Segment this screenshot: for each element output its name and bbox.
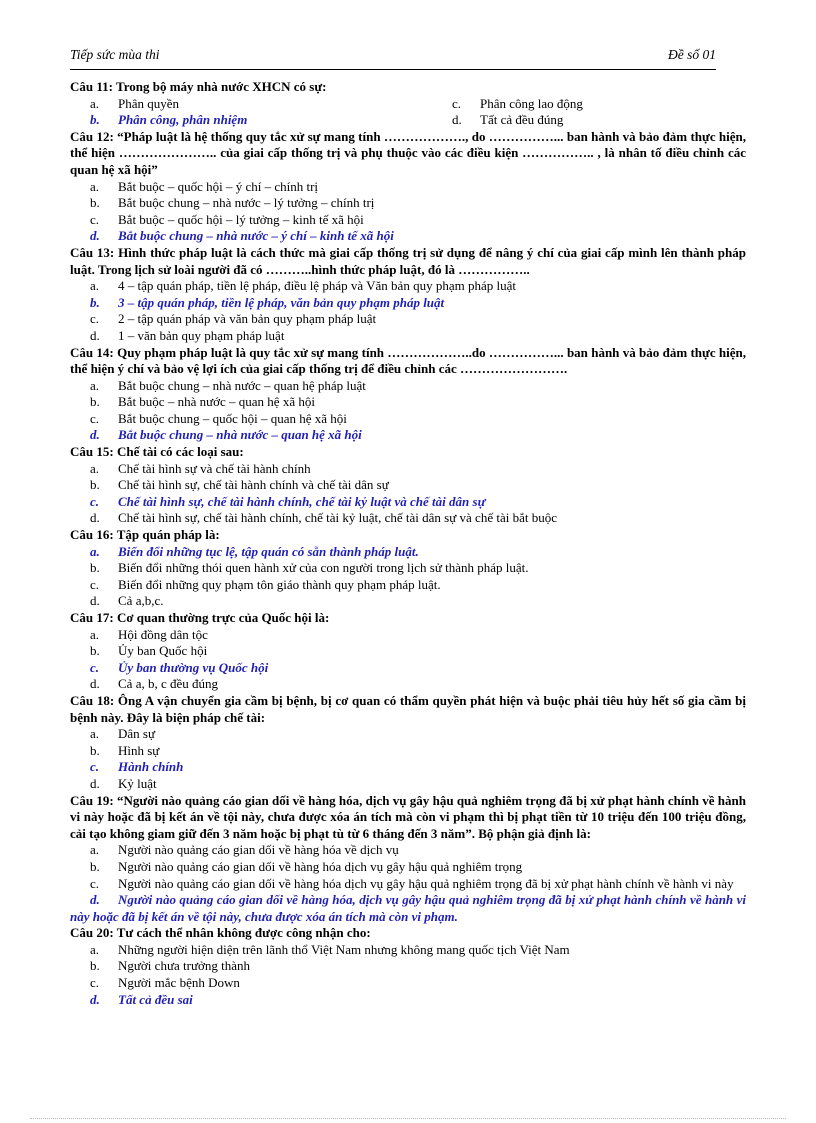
question-stem (70, 925, 746, 942)
page-header (70, 47, 716, 63)
option-text: Cả a,b,c. (118, 593, 164, 609)
option-letter: d. (452, 112, 462, 128)
option-text: Những người hiện diện trên lãnh thổ Việt Nam nhưng không mang quốc tịch Việt Nam (118, 941, 570, 957)
option-text: Kỷ luật (118, 775, 157, 791)
answer-option-correct (70, 660, 746, 677)
question-block (70, 693, 746, 793)
option-letter: b. (90, 477, 100, 493)
answer-option (70, 942, 746, 959)
option-letter: b. (90, 858, 100, 874)
option-letter: d. (90, 991, 100, 1007)
option-letter: b. (90, 742, 100, 758)
option-text: Bắt buộc chung – nhà nước – quan hệ xã hội (118, 427, 362, 443)
option-text: Hình sự (118, 742, 160, 758)
answer-option (70, 577, 746, 594)
option-letter: b. (90, 394, 100, 410)
question-stem (70, 693, 746, 726)
option-letter: c. (90, 659, 100, 675)
question-number: Câu 18: (70, 692, 115, 708)
option-letter: a. (90, 726, 100, 742)
question-text: Cơ quan thường trực của Quốc hội là: (116, 610, 330, 625)
option-letter: c. (90, 576, 100, 592)
option-text: Bắt buộc chung – nhà nước – ý chí – kinh tế xã hội (118, 228, 394, 244)
option-text: Tất cả đều sai (118, 991, 193, 1007)
option-text: Bắt buộc chung – nhà nước – quan hệ pháp luật (118, 377, 366, 393)
footer-rule (30, 1118, 786, 1119)
option-text: Bắt buộc chung – nhà nước – lý tưởng – chính trị (118, 195, 375, 211)
answer-option-correct (70, 544, 746, 561)
option-text: 4 – tập quán pháp, tiền lệ pháp, điều lệ pháp và Văn bản quy phạm pháp luật (118, 278, 516, 294)
option-letter: c. (452, 95, 462, 111)
answer-option (70, 96, 408, 113)
question-number: Câu 13: (70, 244, 115, 260)
option-letter: b. (90, 643, 100, 659)
question-stem (70, 610, 746, 627)
option-text: Bắt buộc – quốc hội – ý chí – chính trị (118, 178, 319, 194)
option-letter: a. (90, 278, 100, 294)
option-text: Người chưa trưởng thành (118, 958, 250, 974)
header-right: Đề số 01 (668, 47, 716, 62)
option-text: 3 – tập quán pháp, tiền lệ pháp, văn bản quy phạm pháp luật (118, 294, 445, 310)
option-text: Ủy ban thường vụ Quốc hội (118, 659, 269, 675)
header-left: Tiếp sức mùa thi (70, 47, 160, 62)
question-list (70, 79, 746, 1008)
answer-option (70, 195, 746, 212)
question-block (70, 793, 746, 926)
option-letter: d. (90, 510, 100, 526)
option-letter: d. (90, 228, 100, 244)
answer-option (70, 394, 746, 411)
option-text: Bắt buộc – nhà nước – quan hệ xã hội (118, 394, 315, 410)
option-letter: a. (90, 95, 100, 111)
question-stem (70, 345, 746, 378)
question-text: Trong bộ máy nhà nước XHCN có sự: (116, 79, 327, 94)
question-block (70, 79, 746, 129)
option-letter: a. (90, 460, 100, 476)
answer-option (70, 975, 746, 992)
option-text: Người nào quảng cáo gian dối về hàng hóa về dịch vụ (118, 842, 399, 858)
option-text: Người nào quảng cáo gian dối về hàng hóa dịch vụ gây hậu quả nghiêm trọng (118, 858, 523, 874)
answer-option (452, 96, 746, 113)
question-text: Tư cách thể nhân không được công nhận cho: (116, 925, 371, 941)
option-text: Người nào quảng cáo gian dối về hàng hóa, dịch vụ gây hậu quả nghiêm trọng đã bị xử phạt hành chính về hành vi này hoặc đã bị kết án về tội này, chưa được xóa án tích mà còn vi phạm. (70, 892, 746, 924)
option-letter: a. (90, 626, 100, 642)
option-letter: a. (90, 178, 100, 194)
option-letter: d. (90, 892, 100, 908)
option-text: Chế tài hình sự và chế tài hành chính (118, 460, 311, 476)
option-text: Chế tài hình sự, chế tài hành chính và chế tài dân sự (118, 477, 389, 493)
option-letter: a. (90, 543, 100, 559)
question-text: Hình thức pháp luật là cách thức mà giai cấp thống trị sử dụng để nâng ý chí của giai cấp mình lên thành pháp luật. Trong lịch sử loài người đã có ………..hình thức pháp luật, đó là …………….. (70, 244, 747, 277)
question-number: Câu 15: (70, 444, 114, 460)
question-text: Tập quán pháp là: (116, 527, 220, 543)
option-letter: a. (90, 941, 100, 957)
header-rule (70, 69, 716, 70)
question-stem (70, 79, 746, 96)
option-letter: c. (90, 410, 100, 426)
option-letter: b. (90, 958, 100, 974)
option-letter: d. (90, 676, 100, 692)
answer-option-correct (70, 494, 746, 511)
option-letter: c. (90, 759, 100, 775)
question-number: Câu 12: (70, 128, 114, 144)
option-letter: a. (90, 842, 100, 858)
question-number: Câu 16: (70, 527, 114, 543)
option-letter: b. (90, 560, 100, 576)
option-text: Tất cả đều đúng (480, 112, 564, 128)
answer-option (70, 477, 746, 494)
answer-option (70, 676, 746, 693)
question-number: Câu 11: (70, 79, 113, 94)
answer-option (70, 378, 746, 395)
question-number: Câu 20: (70, 925, 114, 941)
option-text: Hành chính (118, 759, 184, 775)
answer-option-correct (70, 228, 746, 245)
answer-option (452, 112, 746, 129)
option-letter: b. (90, 195, 100, 211)
answer-option (70, 212, 746, 229)
option-letter: d. (90, 327, 100, 343)
option-text: Hội đồng dân tộc (118, 626, 208, 642)
option-text: Ủy ban Quốc hội (118, 643, 208, 659)
answer-option (70, 510, 746, 527)
option-letter: d. (90, 775, 100, 791)
answer-option (70, 743, 746, 760)
option-text: Bắt buộc – quốc hội – lý tưởng – kinh tế xã hội (118, 211, 364, 227)
question-text: Quy phạm pháp luật là quy tắc xử sự mang tính ………………..do ……………... ban hành và bảo đảm thực hiện, thể hiện ý chí và bảo vệ lợi ích của giai cấp thống trị để điều chỉnh các ……………………. (70, 344, 746, 377)
answer-option-correct (70, 427, 746, 444)
question-block (70, 444, 746, 527)
question-stem (70, 129, 746, 179)
option-text: 1 – văn bản quy phạm pháp luật (118, 327, 285, 343)
question-stem (70, 527, 746, 544)
answer-option (70, 726, 746, 743)
answer-option-correct (70, 295, 746, 312)
question-stem (70, 245, 746, 278)
option-text: Chế tài hình sự, chế tài hành chính, chế tài kỷ luật, chế tài dân sự và chế tài bắt buộc (118, 510, 557, 526)
option-text: Chế tài hình sự, chế tài hành chính, chế tài kỷ luật và chế tài dân sự (118, 493, 486, 509)
option-text: Dân sự (118, 726, 156, 742)
option-text: Phân quyền (118, 95, 180, 111)
option-letter: c. (90, 211, 100, 227)
option-text: 2 – tập quán pháp và văn bản quy phạm pháp luật (118, 311, 377, 327)
answer-option (70, 876, 746, 893)
option-text: Người nào quảng cáo gian dối về hàng hóa dịch vụ gây hậu quả nghiêm trọng đã bị xử phạt hành chính về hành vi này (118, 875, 734, 891)
option-text: Cả a, b, c đều đúng (118, 676, 219, 692)
option-text: Phân công lao động (480, 95, 583, 111)
option-letter: a. (90, 377, 100, 393)
option-text: Biến đổi những tục lệ, tập quán có sẵn thành pháp luật. (118, 543, 419, 559)
question-text: “Pháp luật là hệ thống quy tắc xử sự mang tính ………………., do ……………... ban hành và bảo đảm thực hiện, thể hiện ………………….. của giai cấp thống trị và phụ thuộc vào các điều kiện …………….. , là nhân tố điều chỉnh các quan hệ xã hội” (70, 128, 747, 177)
question-block (70, 527, 746, 610)
question-block (70, 245, 746, 345)
answer-option (70, 627, 746, 644)
question-stem (70, 793, 746, 843)
question-text: “Người nào quảng cáo gian dối về hàng hóa, dịch vụ gây hậu quả nghiêm trọng đã bị xử phạt hành chính về hành vi này hoặc đã bị kết án về tội này, chưa được xóa án tích mà còn vi phạm thì bị phạt tiền từ 10 triệu đến 100 triệu đồng, cải tạo không giam giữ đến 3 năm hoặc bị phạt tù từ 6 tháng đến 3 năm”. Bộ phận giả định là: (70, 792, 747, 841)
answer-option (70, 842, 746, 859)
option-row (70, 112, 746, 129)
answer-option (70, 411, 746, 428)
answer-option (70, 179, 746, 196)
answer-option (70, 560, 746, 577)
option-text: Phân công, phân nhiệm (118, 112, 248, 128)
answer-option (70, 328, 746, 345)
option-letter: b. (90, 112, 100, 128)
question-text: Ông A vận chuyển gia cầm bị bệnh, bị cơ quan có thẩm quyền phát hiện và buộc phải tiêu hủy hết số gia cầm bị bệnh này. Đây là biện pháp chế tài: (70, 692, 747, 725)
answer-option (70, 958, 746, 975)
option-letter: c. (90, 975, 100, 991)
option-text: Biến đổi những thói quen hành xử của con người trong lịch sử thành pháp luật. (118, 560, 529, 576)
question-block (70, 129, 746, 245)
question-number: Câu 19: (70, 792, 114, 808)
question-number: Câu 17: (70, 610, 114, 625)
answer-option-correct (70, 992, 746, 1009)
option-letter: b. (90, 294, 100, 310)
option-letter: c. (90, 311, 100, 327)
answer-option-correct (70, 892, 746, 925)
answer-option (70, 859, 746, 876)
answer-option-correct (70, 759, 746, 776)
answer-option (70, 593, 746, 610)
option-row (70, 96, 746, 113)
question-block (70, 345, 746, 445)
option-text: Biến đổi những quy phạm tôn giáo thành quy phạm pháp luật. (118, 576, 441, 592)
answer-option (70, 643, 746, 660)
question-text: Chế tài có các loại sau: (116, 444, 244, 460)
option-letter: c. (90, 493, 100, 509)
answer-option-correct (70, 112, 408, 129)
option-text: Bắt buộc chung – quốc hội – quan hệ xã hội (118, 410, 347, 426)
question-block (70, 925, 746, 1008)
option-letter: d. (90, 593, 100, 609)
answer-option (70, 311, 746, 328)
answer-option (70, 278, 746, 295)
question-number: Câu 14: (70, 344, 114, 360)
option-text: Người mắc bệnh Down (118, 975, 240, 991)
question-stem (70, 444, 746, 461)
answer-option (70, 776, 746, 793)
option-letter: d. (90, 427, 100, 443)
answer-option (70, 461, 746, 478)
option-letter: c. (90, 875, 100, 891)
question-block (70, 610, 746, 693)
